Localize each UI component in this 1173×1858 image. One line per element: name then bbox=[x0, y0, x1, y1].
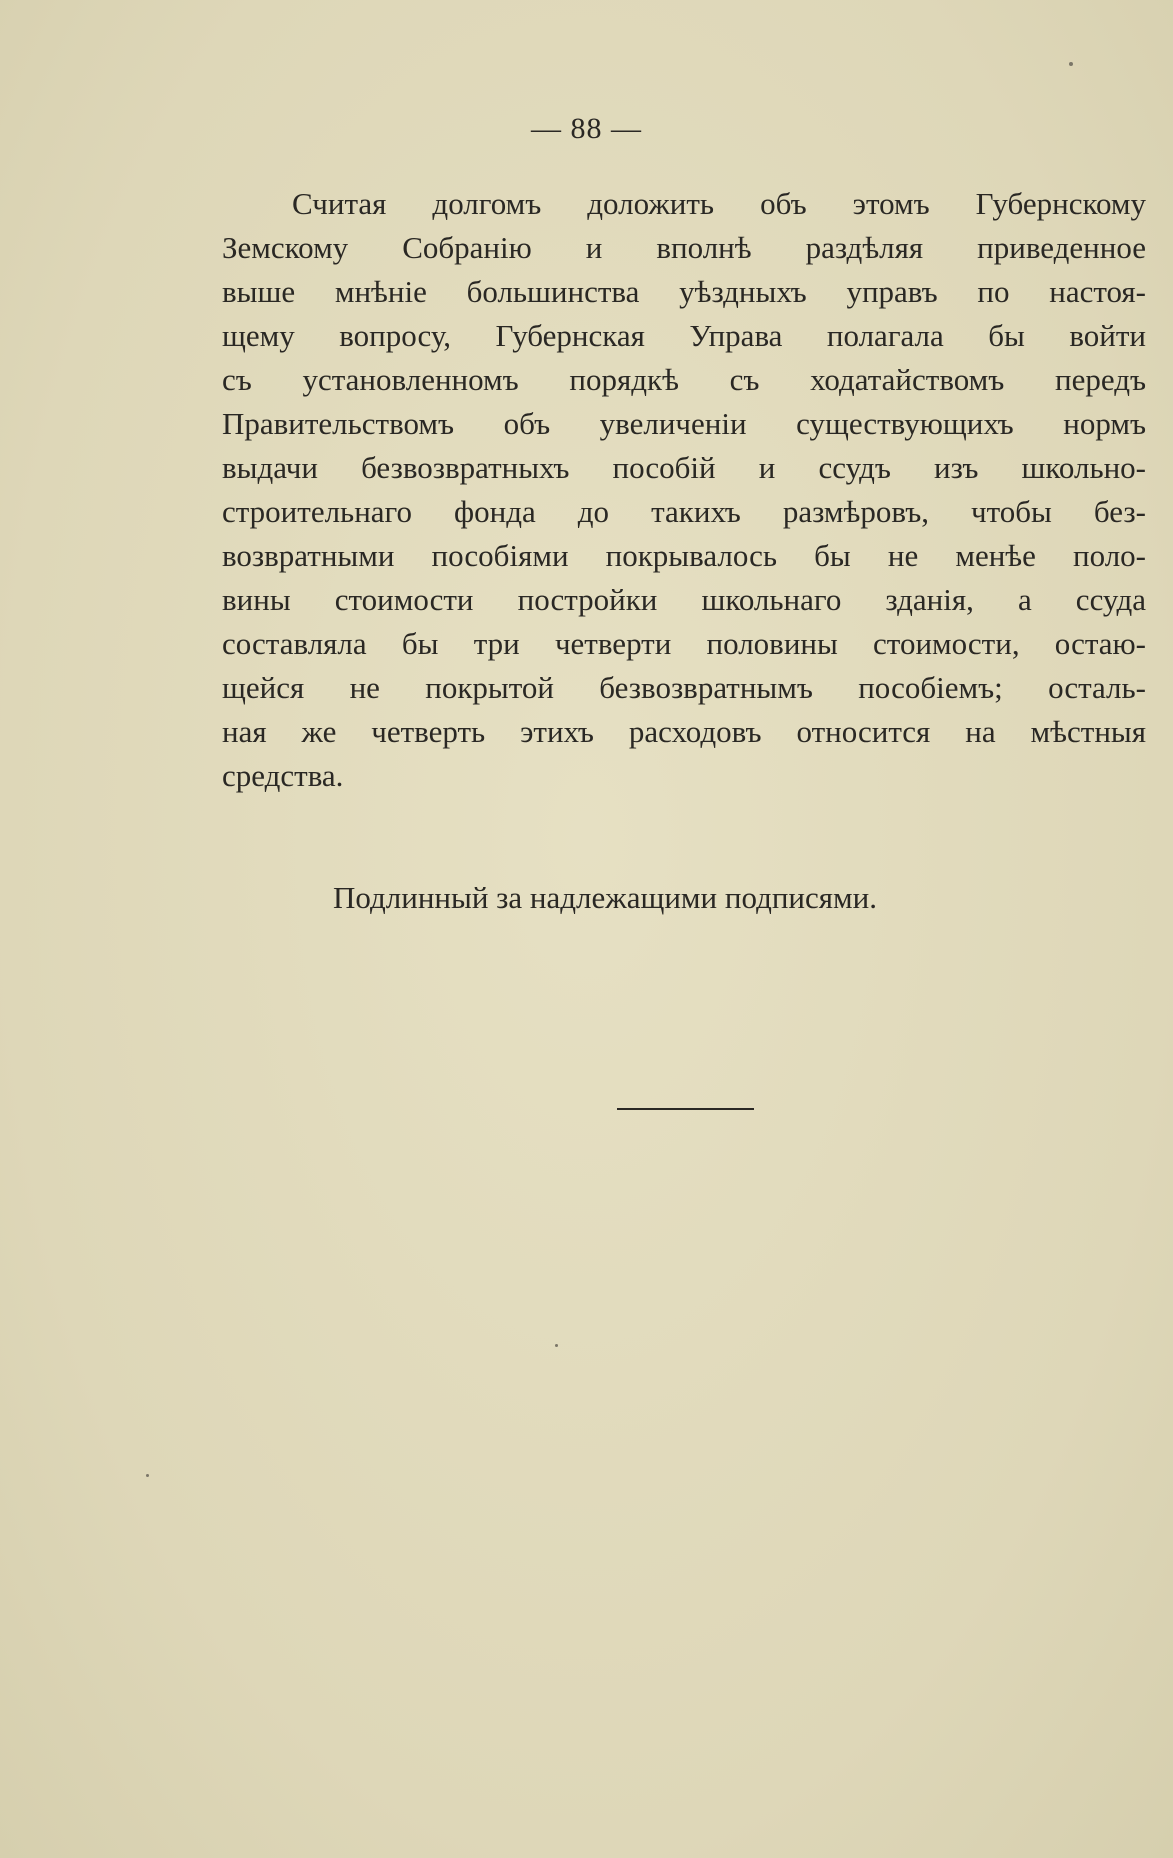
paragraph-line: Правительствомъ объ увеличеніи существующихъ нормъ bbox=[222, 406, 1146, 441]
main-paragraph bbox=[222, 182, 1146, 798]
paragraph-line: щему вопросу, Губернская Управа полагала бы войти bbox=[222, 318, 1146, 353]
paragraph-line: съ установленномъ порядкѣ съ ходатайствомъ передъ bbox=[222, 362, 1146, 397]
page-number: — 88 — bbox=[531, 112, 642, 145]
paper-speck bbox=[146, 1474, 149, 1477]
paragraph-line: ная же четверть этихъ расходовъ относится на мѣстныя bbox=[222, 714, 1146, 749]
paragraph-line: выше мнѣніе большинства уѣздныхъ управъ по настоя- bbox=[222, 274, 1146, 309]
paragraph-line: вины стоимости постройки школьнаго зданія, а ссуда bbox=[222, 582, 1146, 617]
paper-speck bbox=[555, 1344, 558, 1347]
paragraph-line: Земскому Собранію и вполнѣ раздѣляя приведенное bbox=[222, 230, 1146, 265]
signature-note: Подлинный за надлежащими подписями. bbox=[333, 880, 877, 915]
paragraph-line: возвратными пособіями покрывалось бы не менѣе поло- bbox=[222, 538, 1146, 573]
section-divider bbox=[617, 1108, 754, 1110]
paragraph-line: средства. bbox=[222, 758, 344, 793]
paragraph-line: выдачи безвозвратныхъ пособій и ссудъ изъ школьно- bbox=[222, 450, 1146, 485]
paragraph-line: щейся не покрытой безвозвратнымъ пособіемъ; осталь- bbox=[222, 670, 1146, 705]
paper-speck bbox=[1069, 62, 1073, 66]
paragraph-line: составляла бы три четверти половины стоимости, остаю- bbox=[222, 626, 1146, 661]
paragraph-line: строительнаго фонда до такихъ размѣровъ, чтобы без- bbox=[222, 494, 1146, 529]
paragraph-line: Считая долгомъ доложить объ этомъ Губернскому bbox=[292, 186, 1146, 221]
